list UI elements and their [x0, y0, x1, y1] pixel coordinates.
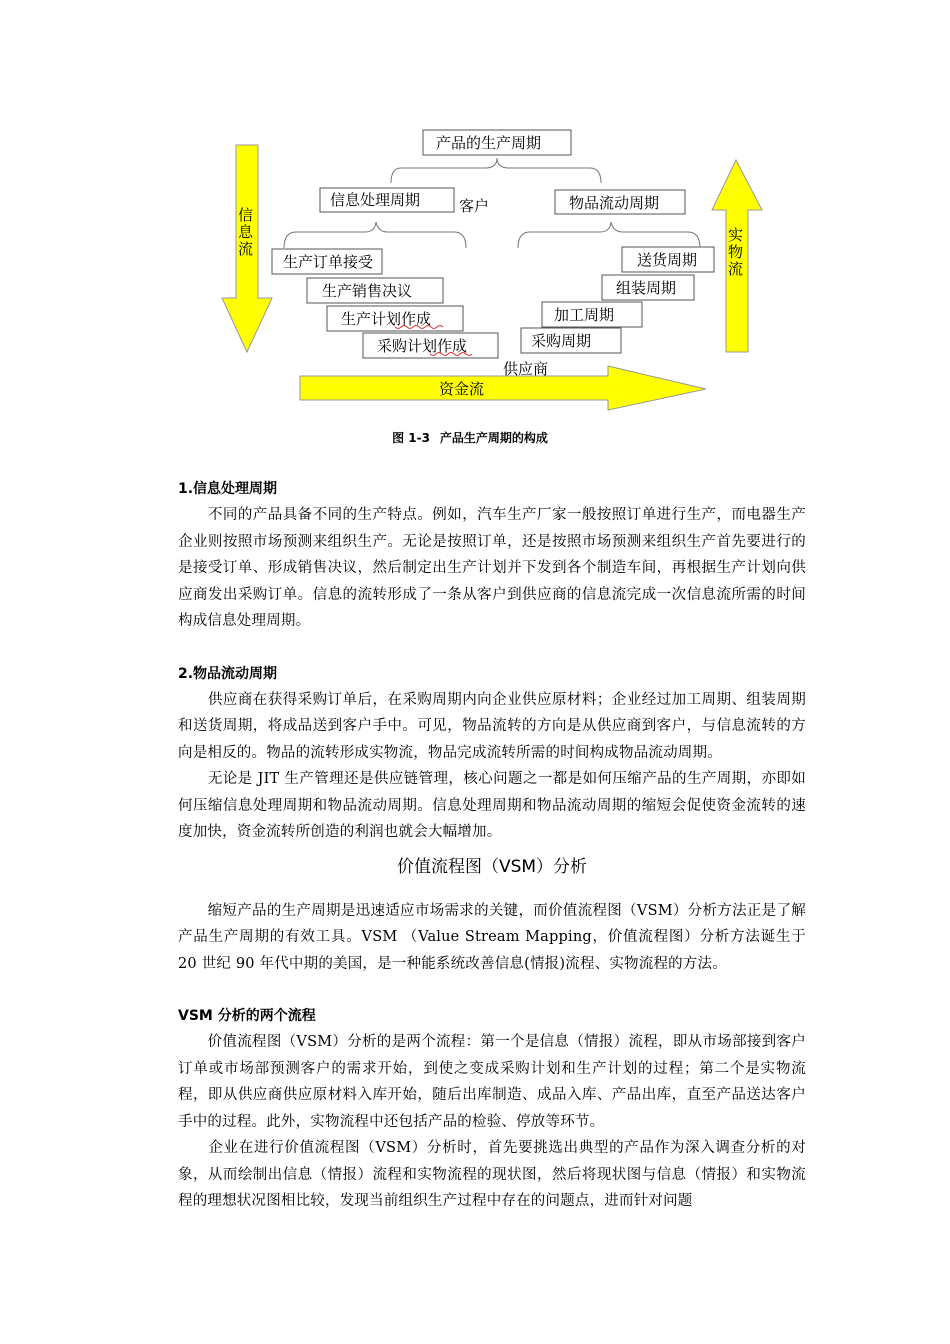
paragraph: 供应商在获得采购订单后，在采购周期内向企业供应原材料；企业经过加工周期、组装周期和送货周期，将成品送到客户手中。可见，物品流转的方向是从供应商到客户，与信息流转的方向是相反的。物品的流转形成实物流，物品完成流转所需的时间构成物品流动周期。 [178, 691, 806, 761]
section-heading-material-cycle: 2.物品流动周期 [178, 665, 278, 682]
material-flow-label-1: 实 [728, 226, 744, 244]
main-heading-vsm: 价值流程图（VSM）分析 [396, 856, 588, 877]
info-flow-label-2: 息 [238, 223, 254, 241]
right-sub-brace [518, 222, 700, 248]
paragraph: 缩短产品的生产周期是迅速适应市场需求的关键，而价值流程图（VSM）分析方法正是了解产品生产周期的有效工具。VSM （Value Stream Mapping，价值流程图）分析方法诞生于 20 世纪 90 年代中期的美国，是一种能系统改善信息(情报)流程、实物流程的方法。 [178, 902, 806, 972]
article-body [178, 476, 806, 1215]
capital-flow-label: 资金流 [439, 380, 485, 398]
info-step-2: 生产销售决议 [322, 282, 413, 300]
info-flow-arrow [222, 145, 272, 352]
paragraph: 价值流程图（VSM）分析的是两个流程：第一个是信息（情报）流程，即从市场部接到客户订单或市场部预测客户的需求开始，到使之变成采购计划和生产计划的过程；第二个是实物流程，即从供应商供应原材料入库开始，随后出库制造、成品入库、产品出库，直至产品送达客户手中的过程。此外，实物流程中还包括产品的检验、停放等环节。 [178, 1034, 806, 1130]
caption-title: 产品生产周期的构成 [439, 431, 548, 445]
info-step-1: 生产订单接受 [283, 253, 374, 271]
caption-number: 图 1-3 [392, 431, 430, 445]
paragraph: 无论是 JIT 生产管理还是供应链管理，核心问题之一都是如何压缩产品的生产周期，亦即如何压缩信息处理周期和物品流动周期。信息处理周期和物品流动周期的缩短会促使资金流转的速度加快，资金流转所创造的利润也就会大幅增加。 [178, 771, 806, 840]
figure-caption [0, 429, 950, 446]
supplier-label: 供应商 [503, 360, 549, 378]
material-step-4: 采购周期 [531, 332, 592, 350]
info-flow-label-1: 信 [238, 206, 254, 224]
section-heading-vsm-two-flows: VSM 分析的两个流程 [178, 1008, 316, 1024]
material-flow-arrow [712, 160, 762, 352]
paragraph: 不同的产品具备不同的生产特点。例如，汽车生产厂家一般按照订单进行生产，而电器生产企业则按照市场预测来组织生产。无论是按照订单，还是按照市场预测来组织生产首先要进行的是接受订单、形成销售决议，然后制定出生产计划并下发到各个制造车间，再根据生产计划向供应商发出采购订单。信息的流转形成了一条从客户到供应商的信息流完成一次信息流所需的时间构成信息处理周期。 [178, 507, 806, 629]
section-heading-info-cycle: 1.信息处理周期 [178, 481, 278, 497]
right-group-label: 物品流动周期 [569, 194, 660, 212]
material-flow-label-3: 流 [728, 260, 744, 278]
info-flow-label-3: 流 [238, 240, 254, 258]
top-brace [391, 158, 601, 183]
info-step-3: 生产计划作成 [341, 310, 432, 328]
material-flow-label-2: 物 [728, 243, 744, 261]
top-box-label: 产品的生产周期 [436, 134, 542, 152]
production-cycle-diagram [0, 0, 950, 420]
paragraph: 企业在进行价值流程图（VSM）分析时，首先要挑选出典型的产品作为深入调查分析的对象，从而绘制出信息（情报）流程和实物流程的现状图，然后将现状图与信息（情报）和实物流程的理想状况图相比较，发现当前组织生产过程中存在的问题点，进而针对问题 [178, 1140, 807, 1209]
material-step-3: 加工周期 [554, 306, 615, 324]
left-group-label: 信息处理周期 [330, 191, 421, 209]
material-step-2: 组装周期 [616, 279, 677, 297]
customer-label: 客户 [459, 197, 490, 215]
info-step-4: 采购计划作成 [377, 337, 468, 355]
left-sub-brace [284, 222, 466, 248]
material-step-1: 送货周期 [637, 251, 698, 269]
